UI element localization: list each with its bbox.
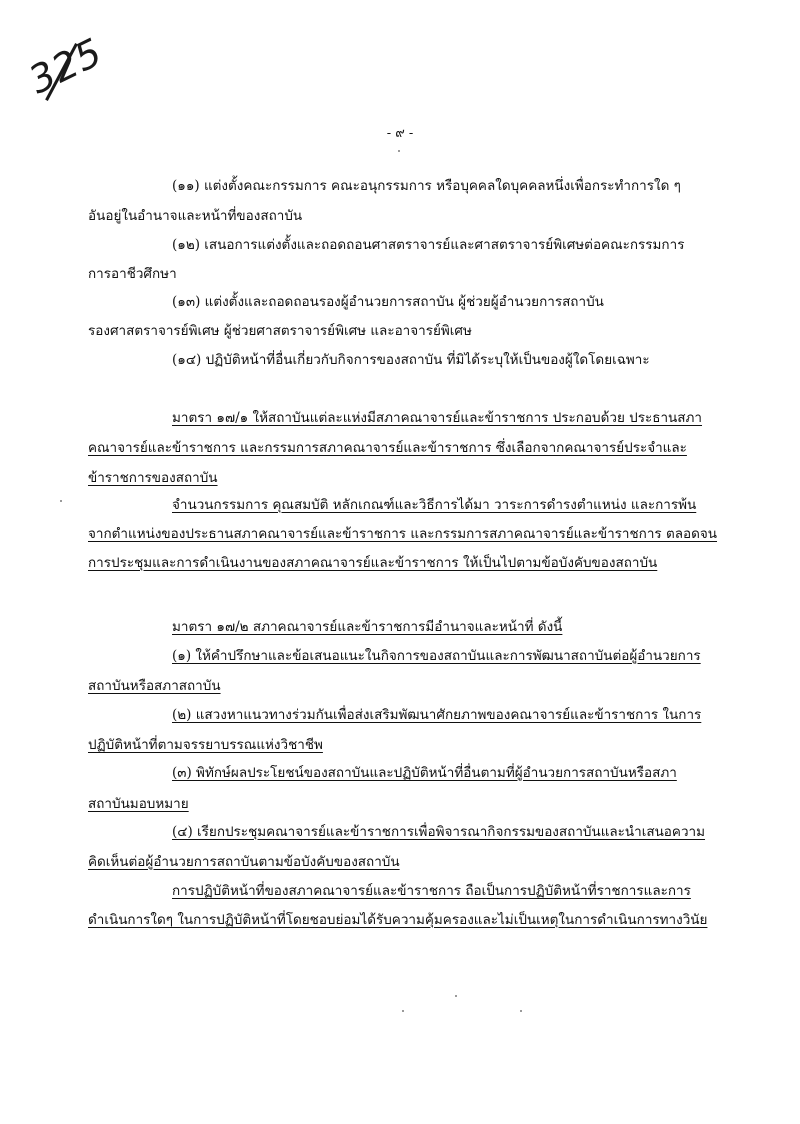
- page-number: - ๙ -: [386, 126, 414, 141]
- section-17-2-item-3-line-2: สถาบันมอบหมาย: [88, 796, 189, 812]
- scan-speck: [520, 1010, 522, 1012]
- clause-13-line-1: (๑๓) แต่งตั้งและถอดถอนรองผู้อำนวยการสถาบัน ผู้ช่วยผู้อำนวยการสถาบัน: [172, 294, 604, 310]
- clause-11-line-1: (๑๑) แต่งตั้งคณะกรรมการ คณะอนุกรรมการ หรือบุคคลใดบุคคลหนึ่งเพื่อกระทำการใด ๆ: [172, 178, 681, 194]
- scan-speck: [455, 995, 457, 997]
- section-17-2-closing-line-1: การปฏิบัติหน้าที่ของสภาคณาจารย์และข้าราชการ ถือเป็นการปฏิบัติหน้าที่ราชการและการ: [172, 883, 691, 899]
- clause-13-line-2: รองศาสตราจารย์พิเศษ ผู้ช่วยศาสตราจารย์พิเศษ และอาจารย์พิเศษ: [88, 323, 472, 339]
- clause-12-line-1: (๑๒) เสนอการแต่งตั้งและถอดถอนศาสตราจารย์และศาสตราจารย์พิเศษต่อคณะกรรมการ: [172, 237, 685, 253]
- scan-speck: [60, 500, 62, 502]
- section-17-1-line-1: มาตรา ๑๗/๑ ให้สถาบันแต่ละแห่งมีสภาคณาจารย์และข้าราชการ ประกอบด้วย ประธานสภา: [172, 410, 703, 426]
- clause-12-line-2: การอาชีวศึกษา: [88, 266, 177, 282]
- section-17-1-line-3: ข้าราชการของสถาบัน: [88, 470, 218, 486]
- section-17-2-closing-line-2: ดำเนินการใดๆ ในการปฏิบัติหน้าที่โดยชอบย่อมได้รับความคุ้มครองและไม่เป็นเหตุในการดำเนินการทางวินัย: [88, 912, 708, 928]
- clause-14-line-1: (๑๔) ปฏิบัติหน้าที่อื่นเกี่ยวกับกิจการของสถาบัน ที่มิได้ระบุให้เป็นของผู้ใดโดยเฉพาะ: [172, 352, 650, 368]
- section-17-2-item-2-line-1: (๒) แสวงหาแนวทางร่วมกันเพื่อส่งเสริมพัฒนาศักยภาพของคณาจารย์และข้าราชการ ในการ: [172, 707, 702, 723]
- section-17-2-heading: มาตรา ๑๗/๒ สภาคณาจารย์และข้าราชการมีอำนาจและหน้าที่ ดังนี้: [172, 619, 563, 635]
- section-17-2-item-4-line-1: (๔) เรียกประชุมคณาจารย์และข้าราชการเพื่อพิจารณากิจกรรมของสถาบันและนำเสนอความ: [172, 824, 706, 840]
- section-17-2-item-3-line-1: (๓) พิทักษ์ผลประโยชน์ของสถาบันและปฏิบัติหน้าที่อื่นตามที่ผู้อำนวยการสถาบันหรือสภา: [172, 765, 677, 781]
- scan-speck: [402, 1010, 404, 1012]
- section-17-1-para2-line-3: การประชุมและการดำเนินงานของสภาคณาจารย์และข้าราชการ ให้เป็นไปตามข้อบังคับของสถาบัน: [88, 555, 658, 571]
- section-17-1-para2-line-1: จำนวนกรรมการ คุณสมบัติ หลักเกณฑ์และวิธีการได้มา วาระการดำรงตำแหน่ง และการพ้น: [172, 497, 697, 513]
- section-17-1-para2-line-2: จากตำแหน่งของประธานสภาคณาจารย์และข้าราชการ และกรรมการสภาคณาจารย์และข้าราชการ ตลอดจน: [88, 526, 718, 542]
- section-17-2-item-2-line-2: ปฏิบัติหน้าที่ตามจรรยาบรรณแห่งวิชาชีพ: [88, 737, 323, 753]
- scan-speck: [398, 150, 400, 152]
- section-17-2-item-4-line-2: คิดเห็นต่อผู้อำนวยการสถาบันตามข้อบังคับของสถาบัน: [88, 854, 400, 870]
- section-17-2-item-1-line-2: สถาบันหรือสภาสถาบัน: [88, 678, 221, 694]
- handwritten-note: 325: [22, 29, 110, 103]
- section-17-1-line-2: คณาจารย์และข้าราชการ และกรรมการสภาคณาจารย์และข้าราชการ ซึ่งเลือกจากคณาจารย์ประจำและ: [88, 440, 687, 456]
- clause-11-line-2: อันอยู่ในอำนาจและหน้าที่ของสถาบัน: [88, 208, 303, 224]
- section-17-2-item-1-line-1: (๑) ให้คำปรึกษาและข้อเสนอแนะในกิจการของสถาบันและการพัฒนาสถาบันต่อผู้อำนวยการ: [172, 648, 701, 664]
